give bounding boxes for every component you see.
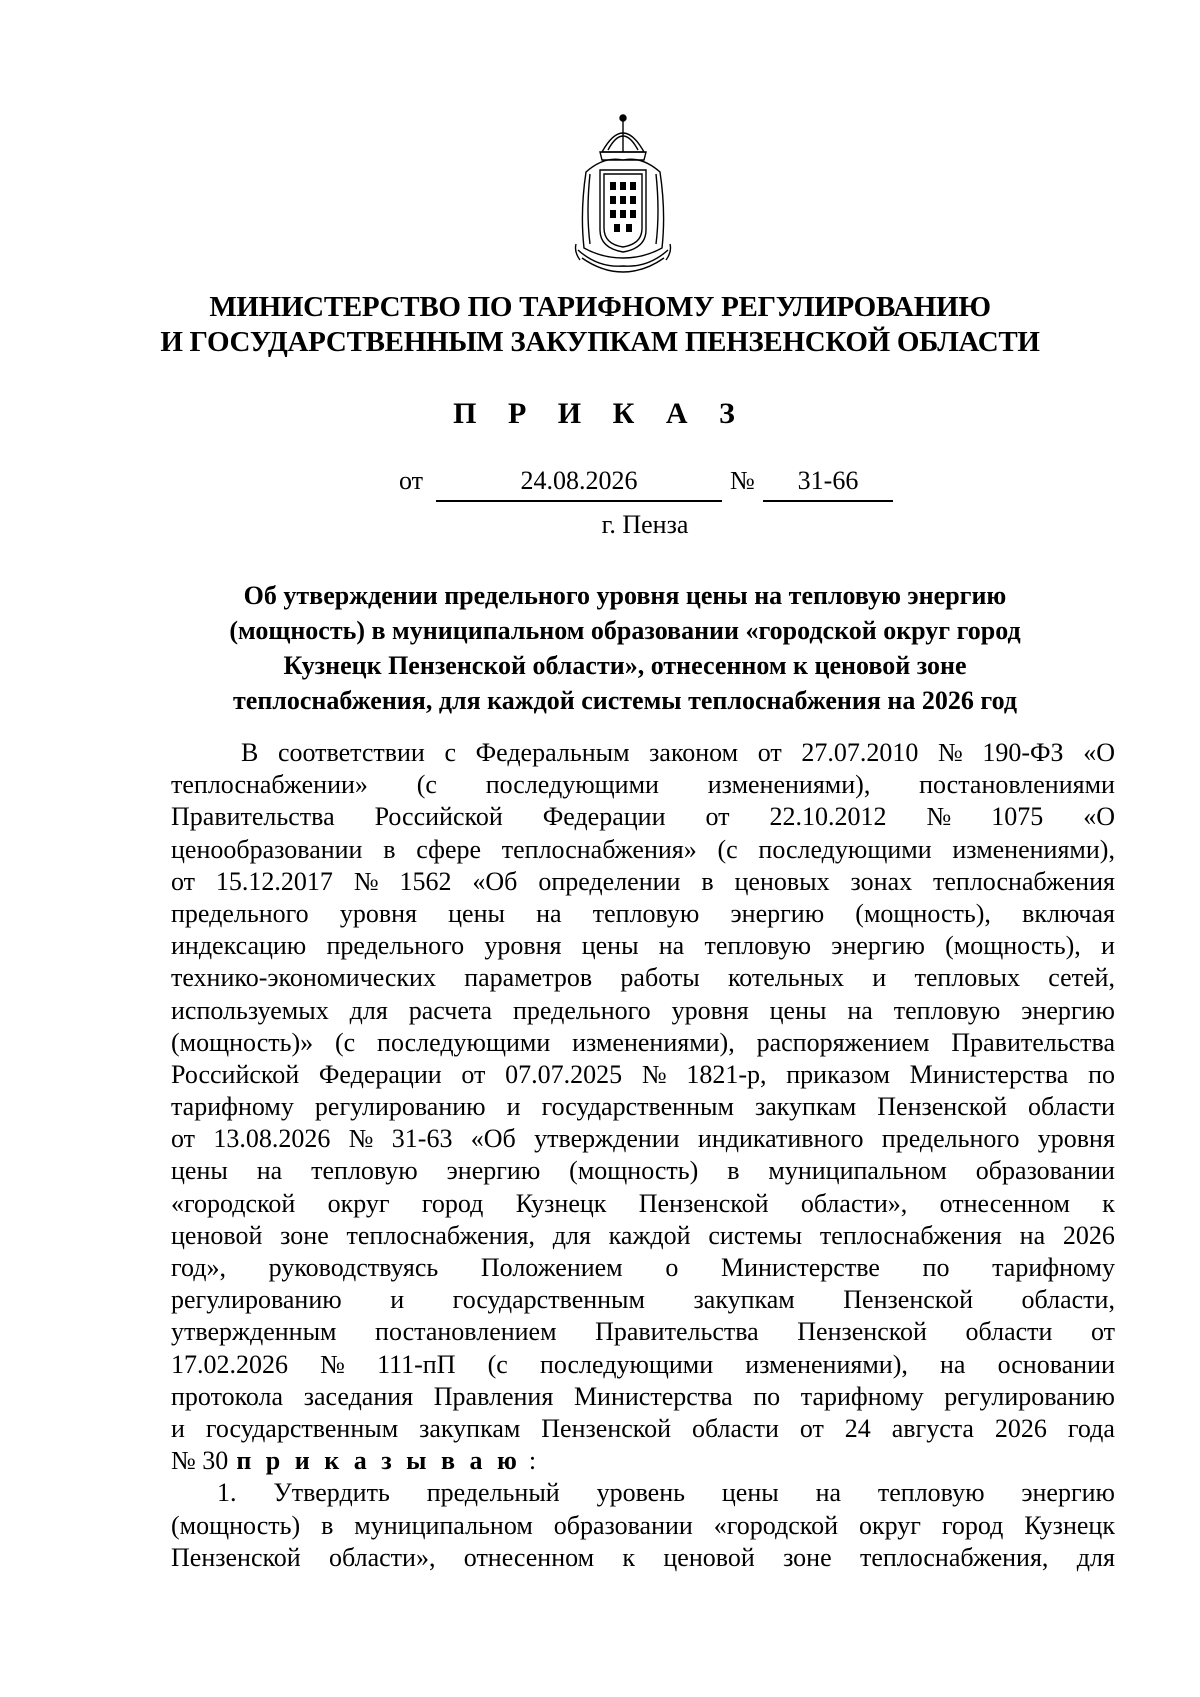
item-1	[171, 1477, 1115, 1574]
preamble-line: используемых для расчета предельного уровня цены на тепловую энергию	[171, 995, 1115, 1025]
protocol-number: № 30	[171, 1446, 229, 1476]
preamble-line: протокола заседания Правления Министерства по тарифному регулированию	[171, 1381, 1115, 1411]
preamble	[171, 737, 1115, 1445]
preamble-line: Правительства Российской Федерации от 22.10.2012 № 1075 «О	[171, 802, 1115, 832]
preamble-line: тарифному регулированию и государственным закупкам Пензенской области	[171, 1092, 1115, 1122]
ministry-line-2: И ГОСУДАРСТВЕННЫМ ЗАКУПКАМ ПЕНЗЕНСКОЙ ОБЛАСТИ	[160, 326, 1040, 358]
subject-line: Об утверждении предельного уровня цены на тепловую энергию	[243, 581, 1007, 610]
subject-line: теплоснабжения, для каждой системы теплоснабжения на 2026 год	[233, 686, 1017, 715]
order-date: 24.08.2026	[436, 466, 722, 502]
preamble-line: индексацию предельного уровня цены на тепловую энергию (мощность), и	[171, 931, 1115, 961]
subject-line: Кузнецк Пензенской области», отнесенном к ценовой зоне	[283, 651, 967, 680]
preamble-line: технико-экономических параметров работы котельных и тепловых сетей,	[171, 963, 1115, 993]
preamble-line: утвержденным постановлением Правительства Пензенской области от	[171, 1317, 1115, 1347]
preamble-line: от 13.08.2026 № 31-63 «Об утверждении индикативного предельного уровня	[171, 1124, 1115, 1154]
ministry-name	[100, 290, 1100, 360]
number-label: №	[730, 466, 755, 495]
preamble-line: (мощность)» (с последующими изменениями), распоряжением Правительства	[171, 1027, 1115, 1057]
preamble-line: предельного уровня цены на тепловую энергию (мощность), включая	[171, 898, 1115, 928]
date-label: от	[399, 466, 424, 495]
order-decree-line	[171, 1445, 1115, 1477]
order-subject	[160, 578, 1090, 718]
preamble-line: год», руководствуясь Положением о Министерстве по тарифному	[171, 1253, 1115, 1282]
item-1-line: Пензенской области», отнесенном к ценовой зоне теплоснабжения, для	[171, 1542, 1115, 1572]
preamble-line: от 15.12.2017 № 1562 «Об определении в ценовых зонах теплоснабжения	[171, 866, 1115, 896]
preamble-line: регулированию и государственным закупкам Пензенской области,	[171, 1285, 1115, 1315]
ministry-line-1: МИНИСТЕРСТВО ПО ТАРИФНОМУ РЕГУЛИРОВАНИЮ	[209, 291, 991, 323]
preamble-line: «городской округ город Кузнецк Пензенской области», отнесенном к	[171, 1188, 1115, 1218]
preamble-line: цены на тепловую энергию (мощность) в муниципальном образовании	[171, 1156, 1115, 1186]
preamble-line: ценовой зоне теплоснабжения, для каждой системы теплоснабжения на 2026	[171, 1220, 1115, 1250]
item-1-line: (мощность) в муниципальном образовании «городской округ город Кузнецк	[171, 1510, 1115, 1540]
order-word: п р и к а з ы в а ю :	[236, 1446, 537, 1476]
preamble-line: В соответствии с Федеральным законом от 27.07.2010 № 190-ФЗ «О	[241, 738, 1115, 767]
item-1-line: 1. Утвердить предельный уровень цены на тепловую энергию	[217, 1478, 1115, 1508]
subject-line: (мощность) в муниципальном образовании «городской округ город	[229, 616, 1021, 645]
document-type-title: П Р И К А З	[453, 397, 747, 430]
date-number-row	[0, 466, 1200, 506]
city-name: г. Пенза	[601, 510, 689, 539]
preamble-line: ценообразовании в сфере теплоснабжения» (с последующими изменениями),	[171, 834, 1115, 864]
preamble-line: и государственным закупкам Пензенской области от 24 августа 2026 года	[171, 1413, 1115, 1443]
coat-of-arms-emblem	[572, 112, 674, 274]
order-number: 31-66	[763, 466, 893, 502]
order-body	[171, 737, 1115, 1574]
preamble-line: 17.02.2026 № 111-пП (с последующими изменениями), на основании	[171, 1349, 1115, 1379]
preamble-line: теплоснабжении» (с последующими изменениями), постановлениями	[171, 770, 1115, 800]
preamble-line: Российской Федерации от 07.07.2025 № 1821-р, приказом Министерства по	[171, 1059, 1115, 1089]
